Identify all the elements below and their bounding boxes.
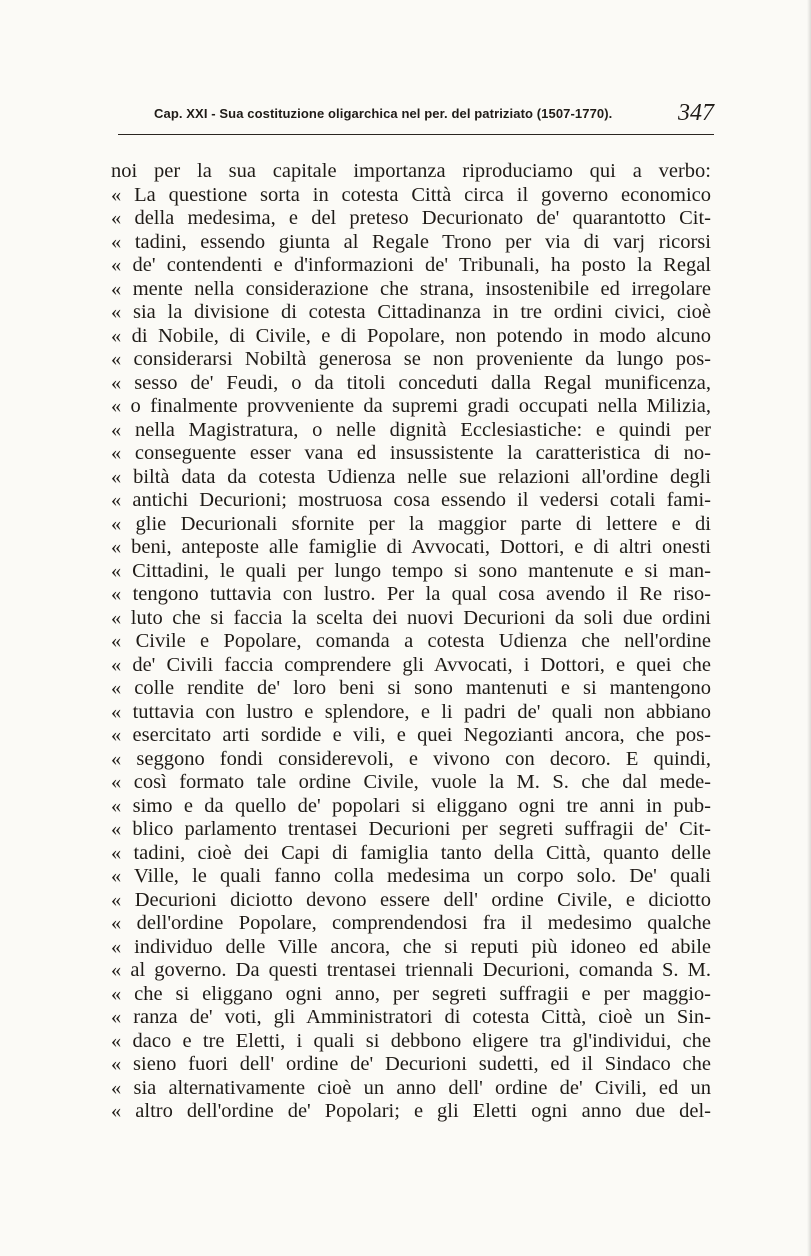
chapter-header-title: Cap. XXI - Sua costituzione oligarchica nel per. del patriziato (1507-1770). [154, 106, 613, 121]
text-line: « simo e da quello de' popolari si eliggano ogni tre anni in pub- [111, 794, 711, 817]
text-line: noi per la sua capitale importanza riproduciamo qui a verbo: [111, 160, 711, 182]
header-rule [118, 134, 714, 135]
text-line: « tadini, essendo giunta al Regale Trono per via di varj ricorsi [111, 230, 711, 253]
text-line: « individuo delle Ville ancora, che si reputi più idoneo ed abile [111, 935, 711, 958]
text-line: « della medesima, e del preteso Decurionato de' quarantotto Cit- [111, 207, 711, 229]
text-line: « così formato tale ordine Civile, vuole la M. S. che dal mede- [111, 771, 711, 793]
text-line: « ranza de' voti, gli Amministratori di cotesta Città, cioè un Sin- [111, 1006, 711, 1028]
text-line: « colle rendite de' loro beni si sono mantenuti e si mantengono [111, 677, 711, 699]
text-line: « tengono tuttavia con lustro. Per la qual cosa avendo il Re riso- [111, 583, 711, 605]
running-header [118, 100, 714, 128]
text-line: « o finalmente provveniente da supremi gradi occupati nella Milizia, [111, 395, 711, 417]
text-line: « conseguente esser vana ed insussistente la caratteristica di no- [111, 442, 711, 464]
text-line: « che si eliggano ogni anno, per segreti suffragii e per maggio- [111, 982, 711, 1005]
text-line: « sieno fuori dell' ordine de' Decurioni sudetti, ed il Sindaco che [111, 1053, 711, 1075]
text-line: « altro dell'ordine de' Popolari; e gli Eletti ogni anno due del- [111, 1100, 711, 1122]
text-line: « Ville, le quali fanno colla medesima un corpo solo. De' quali [111, 865, 711, 887]
text-line: « esercitato arti sordide e vili, e quei Negozianti ancora, che pos- [111, 724, 711, 746]
text-line: « luto che si faccia la scelta dei nuovi Decurioni da soli due ordini [111, 606, 711, 629]
text-line: « daco e tre Eletti, i quali si debbono eligere tra gl'individui, che [111, 1029, 711, 1052]
page-number: 347 [678, 100, 714, 126]
text-line: « dell'ordine Popolare, comprendendosi fra il medesimo qualche [111, 912, 711, 934]
text-line: « antichi Decurioni; mostruosa cosa essendo il vedersi cotali fami- [111, 489, 711, 511]
text-line: « sesso de' Feudi, o da titoli conceduti dalla Regal munificenza, [111, 371, 711, 394]
page-edge-shadow [807, 0, 811, 1256]
text-line: « sia la divisione di cotesta Cittadinanza in tre ordini civici, cioè [111, 301, 711, 323]
text-line: « biltà data da cotesta Udienza nelle sue relazioni all'ordine degli [111, 465, 711, 488]
text-line: « sia alternativamente cioè un anno dell' ordine de' Civili, ed un [111, 1076, 711, 1099]
text-line: « seggono fondi considerevoli, e vivono con decoro. E quindi, [111, 747, 711, 770]
text-line: « de' Civili faccia comprendere gli Avvocati, i Dottori, e quei che [111, 653, 711, 676]
body-text [111, 160, 711, 1124]
text-line: « nella Magistratura, o nelle dignità Ecclesiastiche: e quindi per [111, 418, 711, 441]
text-line: « di Nobile, di Civile, e di Popolare, non potendo in modo alcuno [111, 324, 711, 347]
text-line: « tadini, cioè dei Capi di famiglia tanto della Città, quanto delle [111, 841, 711, 864]
text-line: « al governo. Da questi trentasei triennali Decurioni, comanda S. M. [111, 959, 711, 981]
text-line: « mente nella considerazione che strana, insostenibile ed irregolare [111, 277, 711, 300]
text-line: « tuttavia con lustro e splendore, e li padri de' quali non abbiano [111, 700, 711, 723]
text-line: « beni, anteposte alle famiglie di Avvocati, Dottori, e di altri onesti [111, 536, 711, 558]
text-line: « de' contendenti e d'informazioni de' Tribunali, ha posto la Regal [111, 254, 711, 276]
text-line: « blico parlamento trentasei Decurioni per segreti suffragii de' Cit- [111, 818, 711, 840]
text-line: « La questione sorta in cotesta Città circa il governo economico [111, 183, 711, 206]
text-line: « considerarsi Nobiltà generosa se non proveniente da lungo pos- [111, 348, 711, 370]
text-line: « glie Decurionali sfornite per la maggior parte di lettere e di [111, 512, 711, 535]
text-line: « Decurioni diciotto devono essere dell' ordine Civile, e diciotto [111, 888, 711, 911]
text-line: « Civile e Popolare, comanda a cotesta Udienza che nell'ordine [111, 630, 711, 652]
text-line: « Cittadini, le quali per lungo tempo si sono mantenute e si man- [111, 559, 711, 582]
